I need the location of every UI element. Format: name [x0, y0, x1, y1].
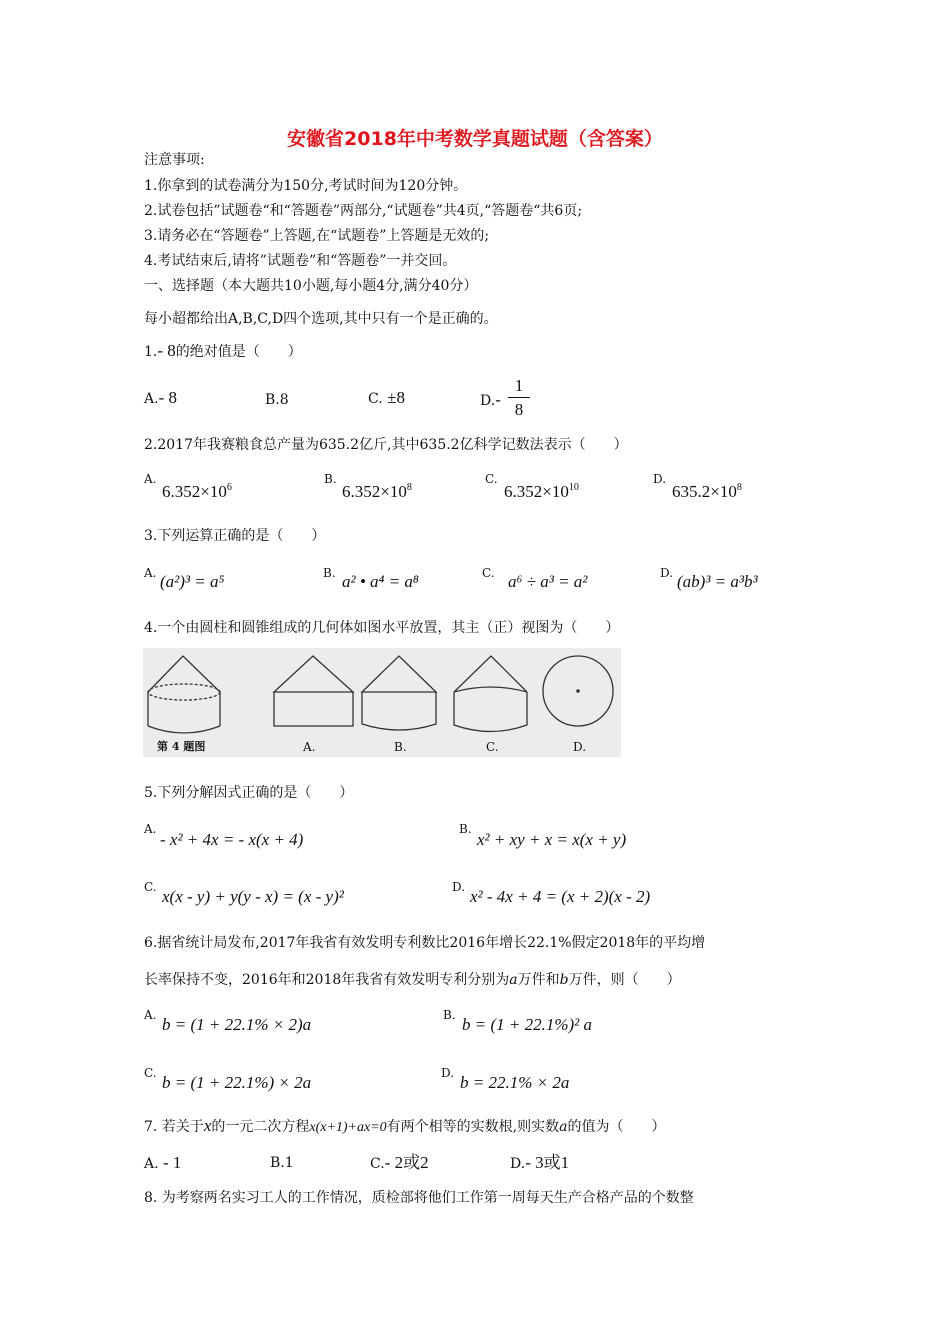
q4-figure-label-b: B.	[394, 740, 407, 754]
q3-option-a: (a²)³ = a⁵	[160, 572, 225, 591]
q4-figure-label-c: C.	[486, 740, 499, 754]
q3-option-b: a² • a⁴ = a⁸	[342, 572, 419, 591]
q3-option-b-label: B.	[323, 566, 336, 580]
q2-option-c-label: C.	[485, 472, 498, 486]
q1-option-b: B.8	[265, 392, 289, 408]
q1-expression: - 8	[157, 341, 176, 360]
q4-figure-drawing	[143, 648, 621, 757]
q3-option-d-label: D.	[660, 566, 674, 580]
q4-figure	[143, 648, 621, 757]
q7-option-d: D.- 3或1	[510, 1153, 570, 1172]
notice-item: 4.考试结束后,请将”试题卷”和“答题卷”一并交回。	[144, 253, 457, 269]
q2-option-b-label: B.	[324, 472, 337, 486]
q5-option-d-label: D.	[452, 880, 466, 894]
q1-option-d-label: D.-	[480, 390, 501, 409]
q3-option-d: (ab)³ = a³b³	[677, 572, 758, 591]
q2-option-b: $6.352\times 10^8$	[342, 482, 412, 501]
q6-option-b-label: B.	[443, 1008, 456, 1022]
q1-option-c: C. ±8	[368, 388, 405, 407]
q3-option-a-label: A.	[144, 566, 157, 580]
q3-option-c-label: C.	[482, 566, 495, 580]
q5-option-b-label: B.	[459, 822, 472, 836]
q2-option-a: $6.352\times 10^6$	[162, 482, 232, 501]
q1-option-a: A.- 8	[144, 388, 177, 407]
q4-figure-label-a: A.	[303, 740, 316, 754]
q1-option-d-fraction: 1 8	[508, 376, 530, 421]
q6-option-a-label: A.	[144, 1008, 157, 1022]
notice-item: 1.你拿到的试卷满分为150分,考试时间为120分钟。	[144, 178, 468, 194]
q4-stem: 4.一个由圆柱和圆锥组成的几何体如图水平放置，其主（正）视图为（ ）	[144, 620, 620, 636]
q4-figure-label-d: D.	[573, 740, 587, 754]
q1-text: 的绝对值是（ ）	[175, 344, 302, 360]
q7-option-b: B.1	[270, 1155, 294, 1171]
q2-stem: 2.2017年我赛粮食总产量为635.2亿斤,其中635.2亿科学记数法表示（ ）	[144, 437, 628, 453]
section-heading: 一、选择题（本大题共10小题,每小题4分,满分40分）	[144, 278, 478, 294]
q5-option-b: x² + xy + x = x(x + y)	[477, 830, 627, 849]
q1-stem	[144, 341, 302, 362]
q6-stem-line2: 长率保持不变，2016年和2018年我省有效发明专利分别为a万件和b万件，则（ ）	[144, 972, 681, 988]
q2-option-d-label: D.	[653, 472, 667, 486]
section-instruction: 每小超都给出A,B,C,D四个选项,其中只有一个是正确的。	[144, 311, 498, 327]
q7-option-a: A. - 1	[144, 1153, 182, 1172]
q8-stem: 8. 为考察两名实习工人的工作情况，质检部将他们工作第一周每天生产合格产品的个数整	[144, 1190, 694, 1206]
q5-stem: 5.下列分解因式正确的是（ ）	[144, 785, 354, 801]
q2-option-a-label: A.	[144, 472, 157, 486]
notice-item: 3.请务必在“答题卷”上答题,在“试题卷”上答题是无效的;	[144, 228, 490, 244]
q6-option-b: b = (1 + 22.1%)² a	[462, 1015, 593, 1034]
q3-option-c: a⁶ ÷ a³ = a²	[508, 572, 588, 591]
q6-option-a: b = (1 + 22.1% × 2)a	[162, 1015, 312, 1034]
q2-option-c: $6.352\times 10^{10}$	[504, 482, 579, 501]
option-a-shape	[274, 656, 353, 726]
q4-figure-caption: 第 4 题图	[157, 740, 206, 753]
q5-option-d: x² - 4x + 4 = (x + 2)(x - 2)	[470, 887, 651, 906]
q7-stem: 7. 若关于x的一元二次方程x(x+1)+ax=0有两个相等的实数根,则实数a的值为（ ）	[144, 1116, 666, 1135]
q6-option-d-label: D.	[441, 1066, 455, 1080]
q5-option-a: - x² + 4x = - x(x + 4)	[160, 830, 304, 849]
q6-stem-line1: 6.据省统计局发布,2017年我省有效发明专利数比2016年增长22.1%假定2018年的平均增	[144, 935, 706, 951]
option-b-shape	[362, 656, 436, 730]
q5-option-c: x(x - y) + y(y - x) = (x - y)²	[162, 887, 344, 906]
q1-number: 1.	[144, 344, 158, 360]
q2-option-d: $635.2\times 10^8$	[672, 482, 742, 501]
q6-option-d: b = 22.1% × 2a	[460, 1073, 570, 1092]
q7-option-c: C.- 2或2	[370, 1153, 429, 1172]
option-c-shape	[454, 656, 527, 732]
notice-heading: 注意事项:	[144, 152, 205, 168]
notice-item: 2.试卷包括”试题卷“和“答题卷”两部分,“试题卷”共4页,“答题卷“共6页;	[144, 203, 583, 219]
q5-option-a-label: A.	[144, 822, 157, 836]
q3-stem: 3.下列运算正确的是（ ）	[144, 528, 326, 544]
solid-cone	[148, 656, 220, 692]
q6-option-c-label: C.	[144, 1066, 157, 1080]
page-title: 安徽省2018年中考数学真题试题（含答案）	[287, 128, 663, 150]
q6-option-c: b = (1 + 22.1%) × 2a	[162, 1073, 312, 1092]
q5-option-c-label: C.	[144, 880, 157, 894]
